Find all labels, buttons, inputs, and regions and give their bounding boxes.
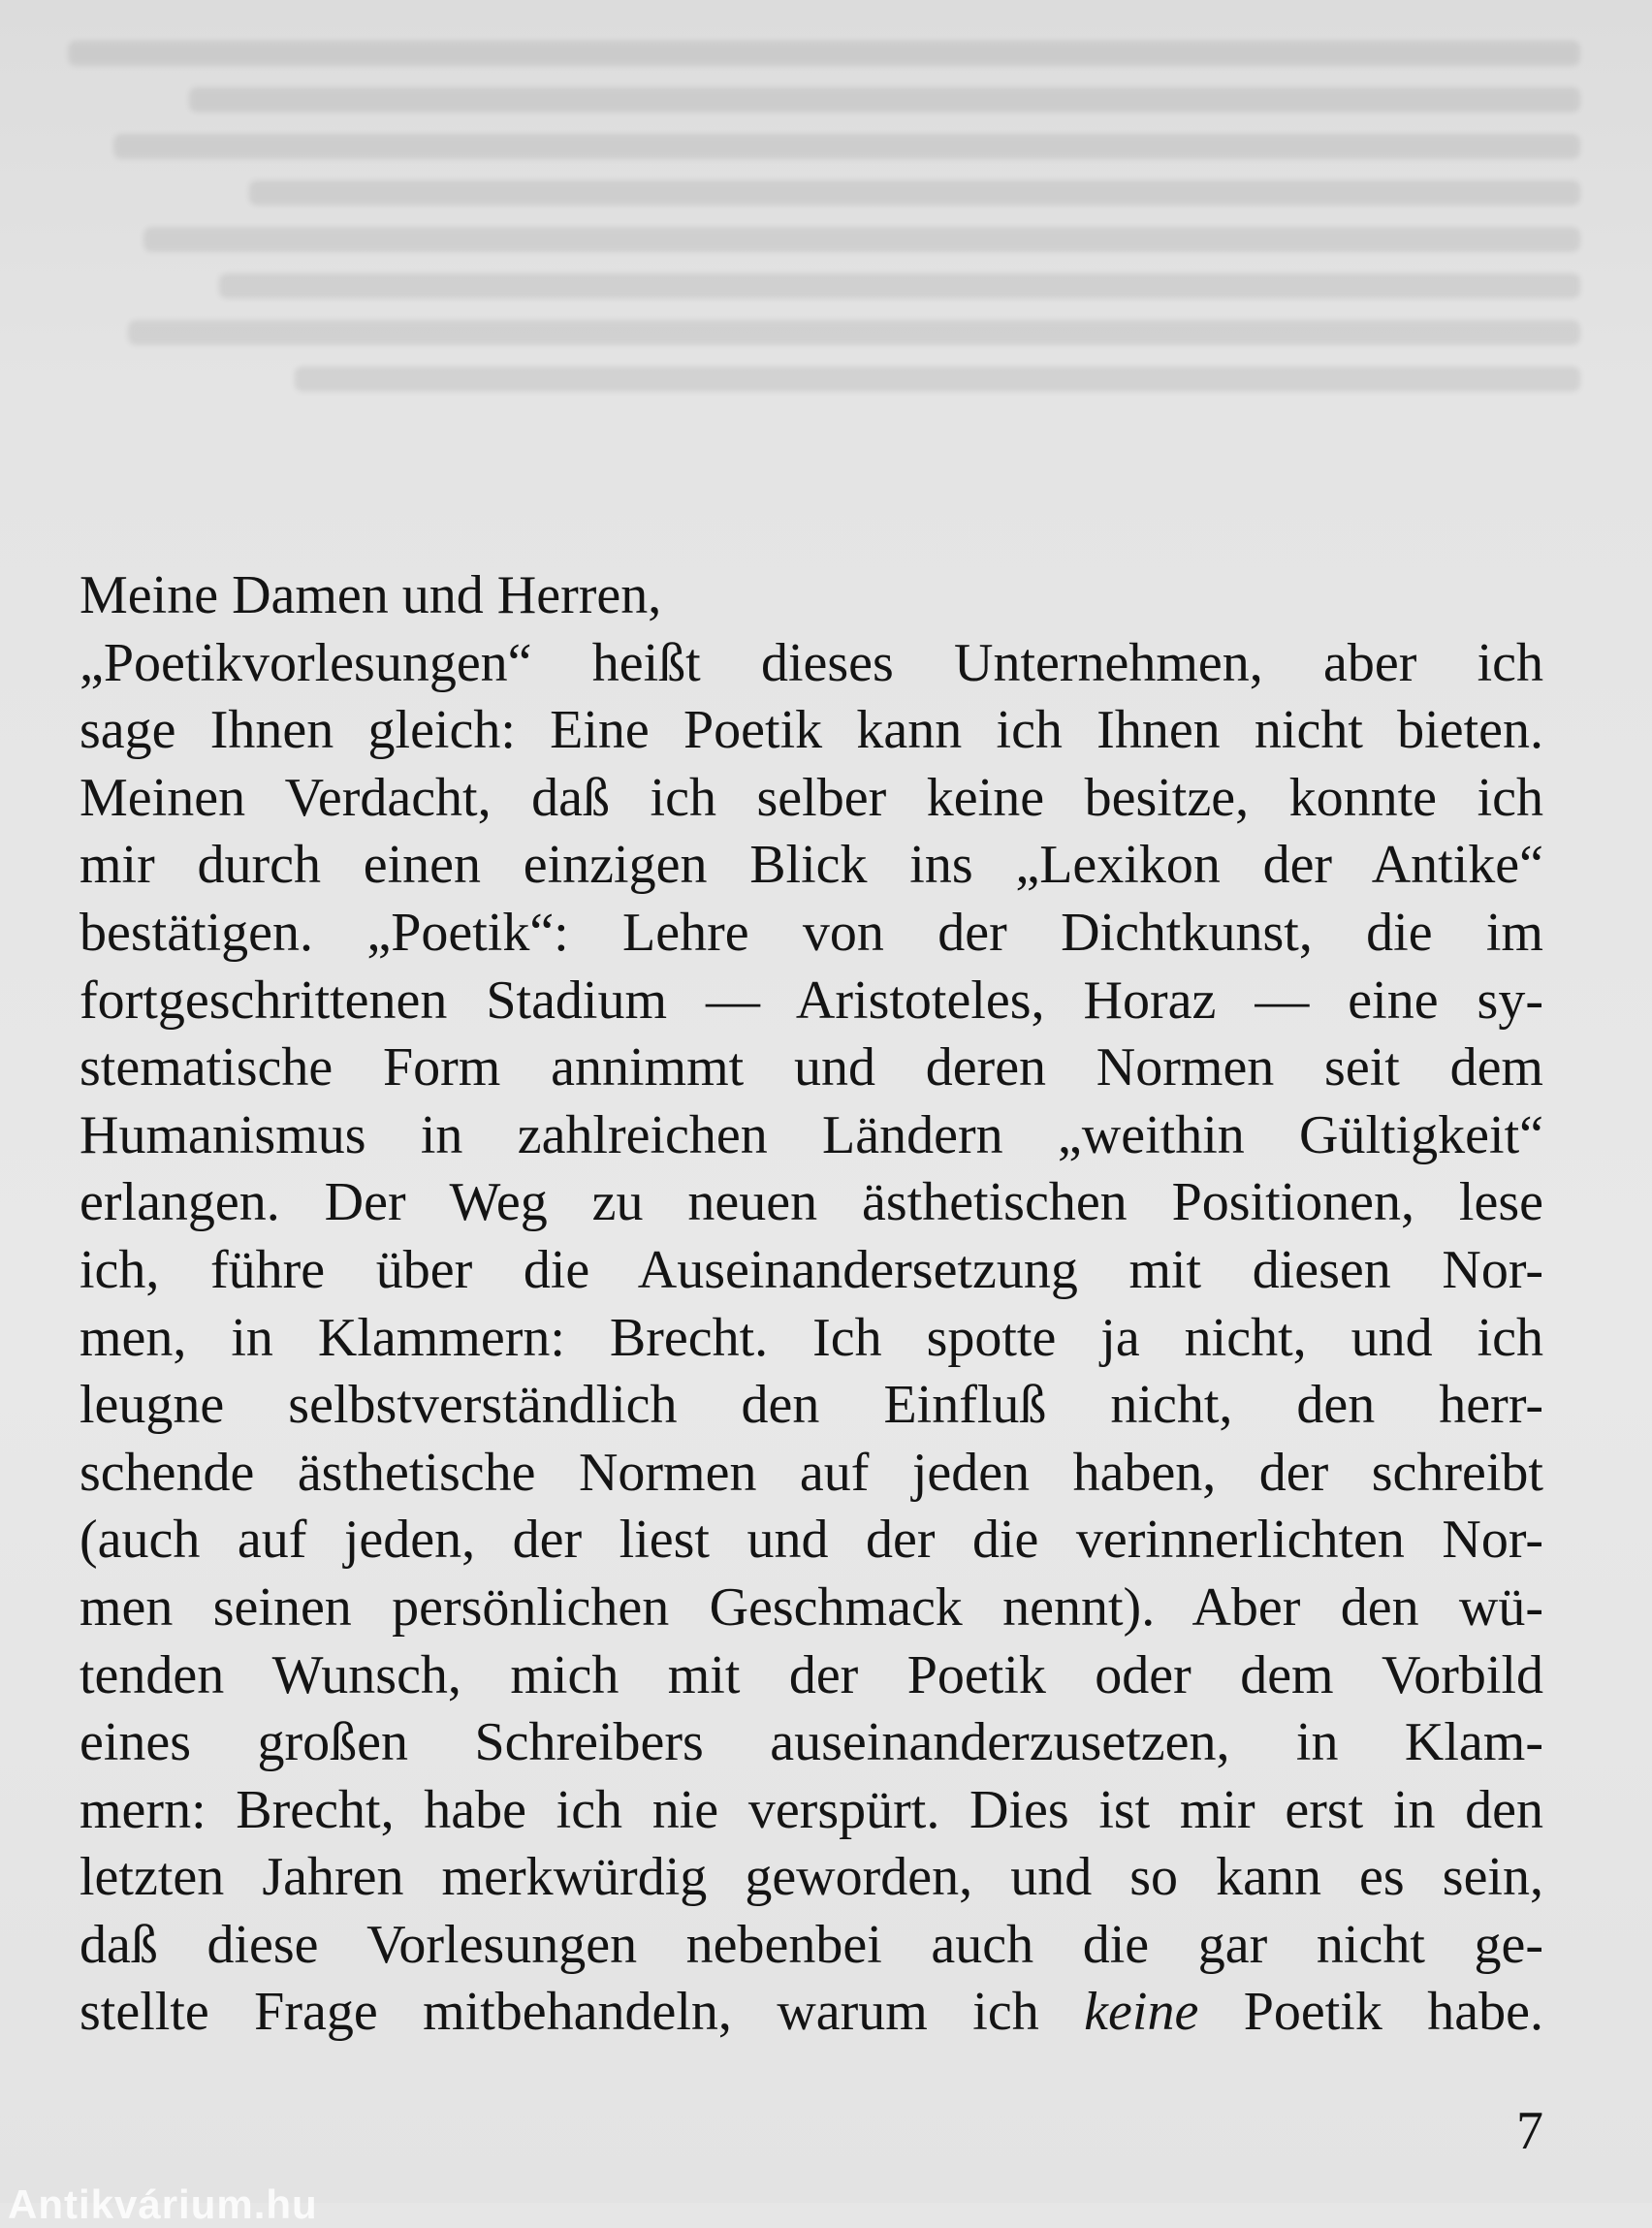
text-line: mir durch einen einzigen Blick ins „Lexikon der Antike“ — [79, 835, 1543, 896]
final-line-end: Poetik habe. — [1198, 1982, 1544, 2043]
page-number: 7 — [1516, 2101, 1543, 2161]
final-text-line — [79, 1979, 1543, 2047]
text-line: men, in Klammern: Brecht. Ich spotte ja nicht, und ich — [79, 1307, 1543, 1368]
watermark — [0, 2178, 388, 2227]
text-line: leugne selbstverständlich den Einfluß nicht, den herr- — [79, 1375, 1543, 1436]
text-line: bestätigen. „Poetik“: Lehre von der Dichtkunst, die im — [79, 902, 1543, 963]
text-line: letzten Jahren merkwürdig geworden, und so kann es sein, — [79, 1847, 1543, 1908]
text-line: Humanismus in zahlreichen Ländern „weithin Gültigkeit“ — [79, 1104, 1543, 1165]
text-line: (auch auf jeden, der liest und der die verinnerlichten Nor- — [79, 1510, 1543, 1571]
text-line: tenden Wunsch, mich mit der Poetik oder dem Vorbild — [79, 1644, 1543, 1705]
text-line: men seinen persönlichen Geschmack nennt). Aber den wü- — [79, 1576, 1543, 1638]
body-paragraph — [79, 562, 1543, 2047]
text-line: mern: Brecht, habe ich nie verspürt. Dies ist mir erst in den — [79, 1779, 1543, 1840]
watermark-text: Antikvárium.hu — [8, 2181, 318, 2227]
show-through-from-previous-page — [68, 19, 1580, 562]
text-line: eines großen Schreibers auseinanderzusetzen, in Klam- — [79, 1712, 1543, 1773]
text-line: erlangen. Der Weg zu neuen ästhetischen Positionen, lese — [79, 1172, 1543, 1233]
emphasized-word: keine — [1084, 1982, 1199, 2043]
salutation-line: Meine Damen und Herren, — [79, 565, 662, 625]
text-line: „Poetikvorlesungen“ heißt dieses Unternehmen, aber ich — [79, 632, 1543, 693]
text-line: stematische Form annimmt und deren Normen seit dem — [79, 1037, 1543, 1098]
final-line-start: stellte Frage mitbehandeln, warum ich — [79, 1982, 1085, 2043]
text-line: schende ästhetische Normen auf jeden haben, der schreibt — [79, 1442, 1543, 1503]
text-line: ich, führe über die Auseinandersetzung mit diesen Nor- — [79, 1239, 1543, 1300]
text-line: Meinen Verdacht, daß ich selber keine besitze, konnte ich — [79, 767, 1543, 828]
text-line: sage Ihnen gleich: Eine Poetik kann ich Ihnen nicht bieten. — [79, 700, 1543, 761]
text-line: fortgeschrittenen Stadium — Aristoteles, Horaz — eine sy- — [79, 970, 1543, 1031]
text-line: daß diese Vorlesungen nebenbei auch die gar nicht ge- — [79, 1914, 1543, 1975]
